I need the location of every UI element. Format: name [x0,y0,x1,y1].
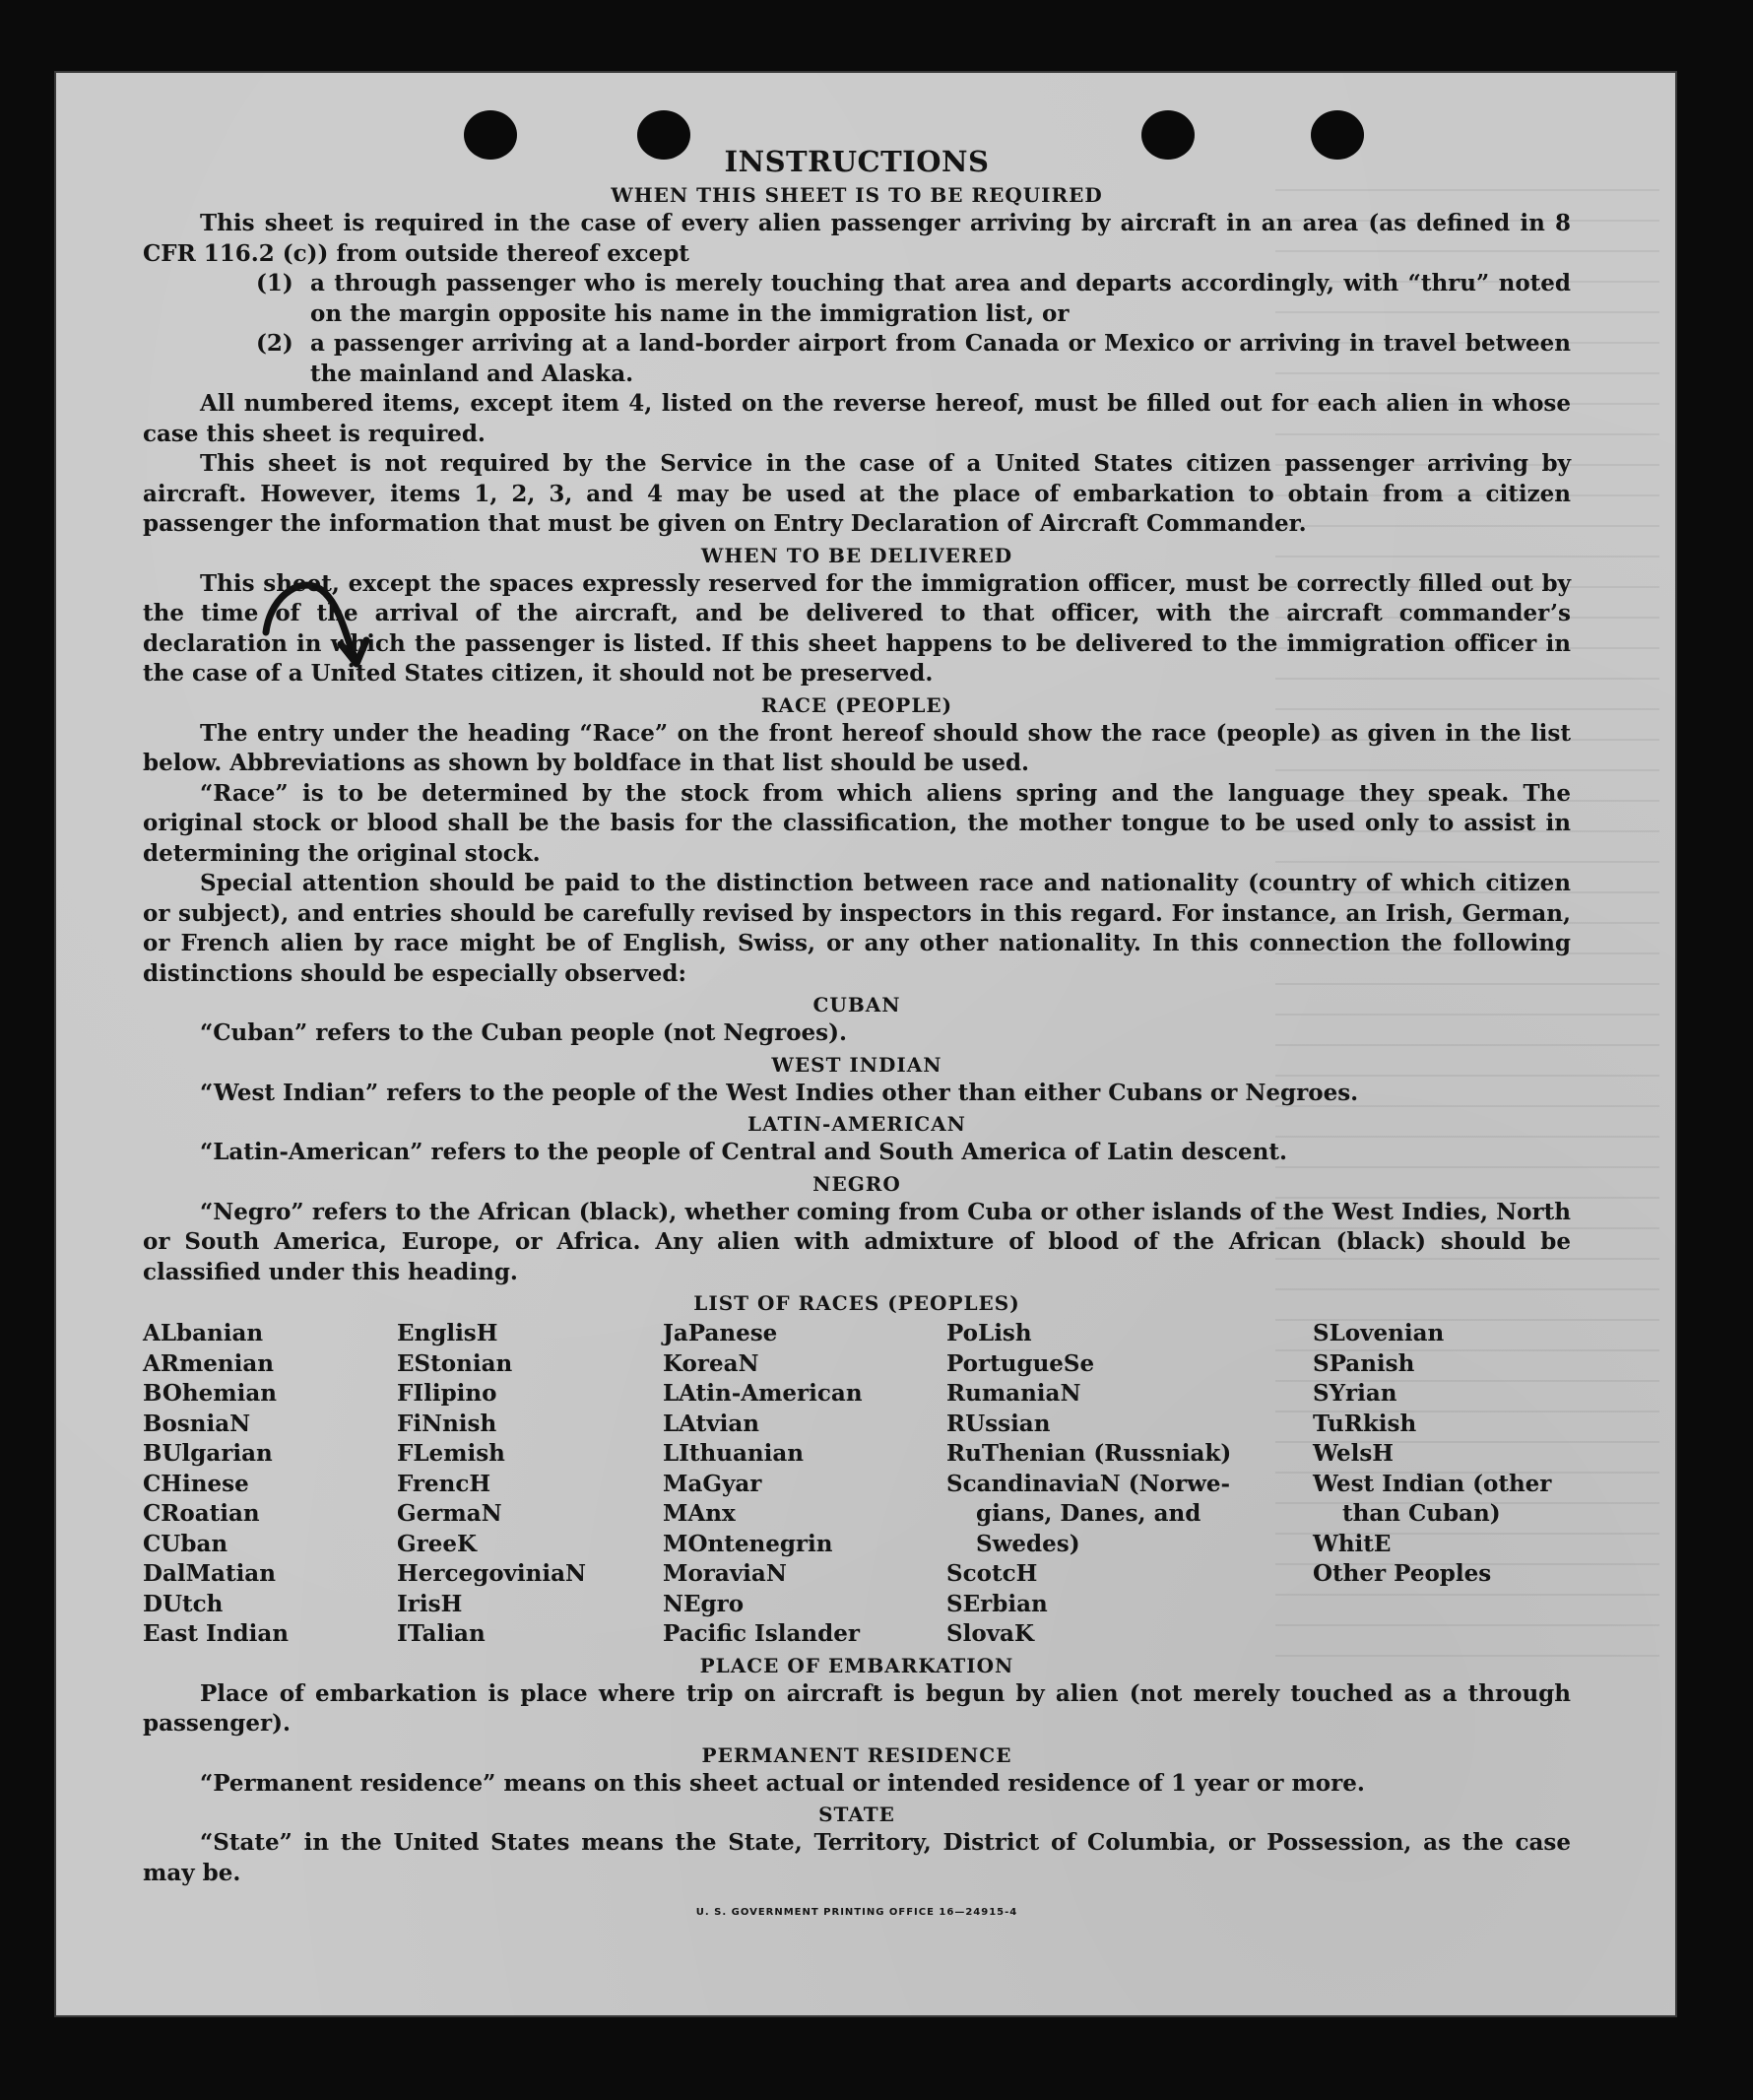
page-title: INSTRUCTIONS [724,145,990,178]
section-heading-cuban: CUBAN [812,993,901,1017]
race-entry: DalMatian [143,1560,276,1587]
race-column [1313,1319,1569,1650]
race-entry: Swedes) [976,1530,1080,1557]
race-paragraph-3: Special attention should be paid to the distinction between race and nationality (country of which citizen or subject), and entries should be carefully revised by inspectors in this regard. For instance, an Irish, German, or French alien by race might be of English, Swiss, or any other nationality. In this connection the following distinctions should be especially observed: [143,870,1571,987]
section-heading-permanent-residence: PERMANENT RESIDENCE [701,1742,1012,1767]
race-entry: BUlgarian [143,1440,273,1467]
numbered-items-paragraph: All numbered items, except item 4, listed on the reverse hereof, must be filled out for each alien in whose case this sheet is required. [143,390,1571,447]
race-entry: SlovaK [946,1620,1034,1647]
section-heading-race: RACE (PEOPLE) [760,692,953,717]
race-column [663,1319,946,1650]
section-heading-state: STATE [818,1803,895,1826]
race-entry: WelsH [1313,1440,1395,1467]
race-entry: TuRkish [1313,1410,1417,1437]
latin-american-definition: “Latin-American” refers to the people of Central and South America of Latin descent. [200,1139,1287,1165]
race-entry: GermaN [397,1500,502,1527]
race-paragraph-2: “Race” is to be determined by the stock from which aliens spring and the language they speak. The original stock or blood shall be the basis for the classification, the mother tongue to be used only to assist in determining the original stock. [143,779,1571,867]
race-entry: ITalian [397,1620,486,1647]
exception-item-2 [256,329,1571,389]
race-entry: LAtin-American [663,1380,863,1407]
race-entry: West Indian (other [1313,1470,1552,1497]
race-entry: Other Peoples [1313,1560,1492,1587]
race-entry: WhitE [1313,1530,1392,1557]
race-entry: CUban [143,1530,228,1557]
item-text: a passenger arriving at a land-border airport from Canada or Mexico or arriving in travel between the mainland and Alaska. [310,330,1571,387]
document-sheet [54,71,1677,2017]
race-entry: ScandinaviaN (Norwe- [946,1470,1231,1497]
race-entry: MoraviaN [663,1560,787,1587]
race-entry: BosniaN [143,1410,251,1437]
race-entry: Pacific Islander [663,1620,860,1647]
race-entry: RumaniaN [946,1380,1081,1407]
item-number: (2) [256,330,293,357]
race-entry: FrencH [397,1470,491,1497]
race-entry: SYrian [1313,1380,1397,1407]
race-entry: EStonian [397,1349,513,1377]
race-entry: MOntenegrin [663,1530,833,1557]
section-heading-place-of-embarkation: PLACE OF EMBARKATION [699,1653,1014,1677]
race-entry: JaPanese [663,1320,778,1346]
race-entry: DUtch [143,1590,224,1617]
race-entry: RuThenian (Russniak) [946,1440,1232,1467]
race-entry: IrisH [397,1590,463,1617]
race-entry: gians, Danes, and [976,1500,1201,1527]
state-text: “State” in the United States means the State, Territory, District of Columbia, or Possession, as the case may be. [143,1829,1571,1886]
race-entry: MaGyar [663,1470,762,1497]
cuban-definition: “Cuban” refers to the Cuban people (not Negroes). [200,1019,848,1046]
race-entry: ARmenian [143,1349,275,1377]
instructions-text-block [143,140,1571,1929]
race-entry: SPanish [1313,1349,1415,1377]
race-entry: SErbian [946,1590,1048,1617]
race-entry: FLemish [397,1440,505,1467]
race-entry: BOhemian [143,1380,277,1407]
race-entry: NEgro [663,1590,745,1617]
item-text: a through passenger who is merely touching that area and departs accordingly, with “thru” noted on the margin opposite his name in the immigration list, or [310,270,1571,327]
place-of-embarkation-text: Place of embarkation is place where trip on aircraft is begun by alien (not merely touched as a through passenger). [143,1679,1571,1737]
race-entry: than Cuban) [1342,1500,1501,1527]
west-indian-definition: “West Indian” refers to the people of the West Indies other than either Cubans or Negroes. [200,1079,1359,1106]
race-entry: PortugueSe [946,1349,1095,1377]
race-entry: KoreaN [663,1349,759,1377]
race-entry: GreeK [397,1530,478,1557]
section-heading-list-of-races: LIST OF RACES (PEOPLES) [693,1291,1020,1315]
race-paragraph-1: The entry under the heading “Race” on the front hereof should show the race (people) as given in the list below. Abbreviations as shown by boldface in that list should be used. [143,719,1571,776]
race-entry: FIlipino [397,1380,497,1407]
section-heading-negro: NEGRO [812,1171,901,1196]
section-heading-west-indian: WEST INDIAN [771,1052,942,1077]
permanent-residence-text: “Permanent residence” means on this sheet actual or intended residence of 1 year or more. [200,1769,1365,1797]
race-entry: East Indian [143,1620,289,1647]
when-delivered-text: This sheet, except the spaces expressly reserved for the immigration officer, must be correctly filled out by the time of the arrival of the aircraft, and be delivered to that officer, with the aircraft commander’s declaration in which the passenger is listed. If this sheet happens to be delivered to the immigration officer in the case of a United States citizen, it should not be preserved. [143,569,1571,687]
race-column [397,1319,663,1650]
race-column [143,1319,397,1650]
race-entry: FiNnish [397,1410,497,1437]
race-entry: PoLish [946,1320,1032,1346]
race-entry: ALbanian [143,1320,264,1346]
race-column [946,1319,1313,1650]
race-entry: CHinese [143,1470,249,1497]
printing-office-footer: U. S. GOVERNMENT PRINTING OFFICE 16—24915-4 [695,1907,1018,1918]
race-entry: CRoatian [143,1500,260,1527]
race-entry: HercegoviniaN [397,1560,587,1587]
section-heading-when-delivered: WHEN TO BE DELIVERED [700,543,1013,567]
race-entry: MAnx [663,1500,736,1527]
negro-definition: “Negro” refers to the African (black), whether coming from Cuba or other islands of the West Indies, North or South America, Europe, or Africa. Any alien with admixture of blood of the African (black) should be classified under this heading. [143,1198,1571,1285]
race-entry: EnglisH [397,1320,498,1346]
citizen-paragraph: This sheet is not required by the Service in the case of a United States citizen passenger arriving by aircraft. However, items 1, 2, 3, and 4 may be used at the place of embarkation to obtain from a citizen passenger the information that must be given on Entry Declaration of Aircraft Commander. [143,450,1571,537]
section-heading-latin-american: LATIN-AMERICAN [747,1112,966,1136]
item-number: (1) [256,270,293,296]
when-required-intro: This sheet is required in the case of every alien passenger arriving by aircraft in an area (as defined in 8 CFR 116.2 (c)) from outside thereof except [143,210,1571,267]
race-entry: ScotcH [946,1560,1038,1587]
race-entry: RUssian [946,1410,1051,1437]
race-entry: SLovenian [1313,1320,1445,1346]
exception-item-1 [256,269,1571,329]
race-entry: LAtvian [663,1410,759,1437]
race-entry: LIthuanian [663,1440,804,1467]
section-heading-when-required: WHEN THIS SHEET IS TO BE REQUIRED [611,183,1103,207]
race-list-table [143,1319,1571,1650]
